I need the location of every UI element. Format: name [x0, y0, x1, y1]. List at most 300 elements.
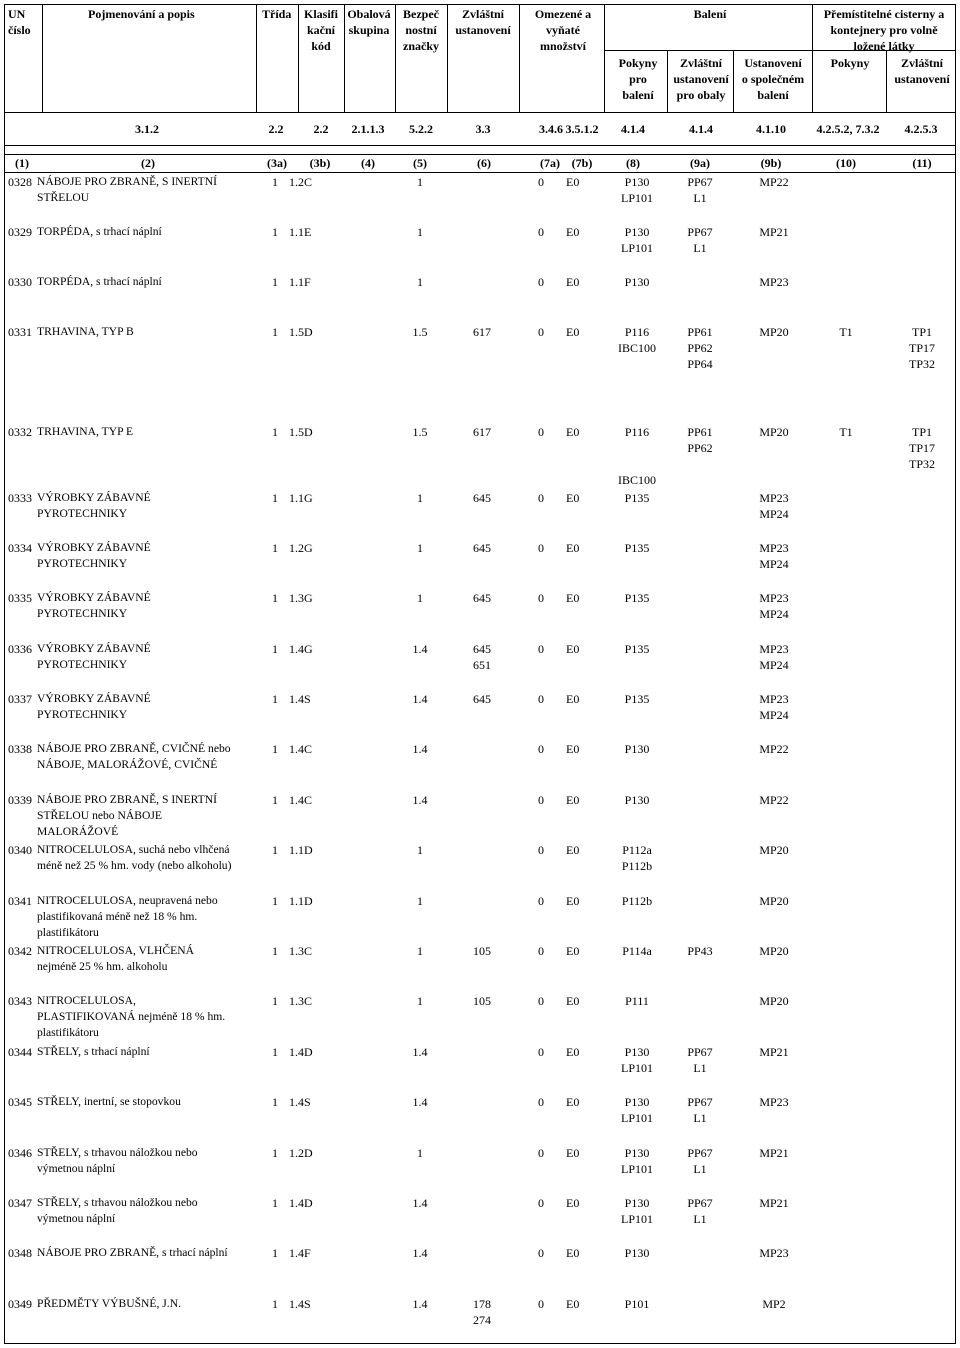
- classification-code: 1.4G: [289, 642, 313, 656]
- substance-name: VÝROBKY ZÁBAVNÉ PYROTECHNIKY: [37, 692, 151, 721]
- excepted-quantity: E0: [566, 491, 580, 505]
- table-row: [0, 893, 960, 941]
- table-row: [0, 224, 960, 272]
- rule-v7: [519, 4, 520, 112]
- labels-value: 1: [417, 225, 423, 239]
- un-number: 0334: [8, 541, 32, 555]
- rule-header-bottom: [4, 112, 956, 113]
- table-row: [0, 424, 960, 487]
- classification-code: 1.1E: [289, 225, 312, 239]
- mixed-packing: MP2: [762, 1297, 786, 1311]
- un-number: 0332: [8, 425, 32, 439]
- special-provision: 617: [473, 325, 491, 339]
- class-value: 1: [272, 175, 278, 189]
- mixed-packing: MP20: [759, 994, 789, 1008]
- limited-quantity: 0: [538, 541, 544, 555]
- un-number: 0335: [8, 591, 32, 605]
- packing-instruction: P130 LP101: [620, 225, 653, 255]
- class-value: 1: [272, 1146, 278, 1160]
- limited-quantity: 0: [538, 994, 544, 1008]
- excepted-quantity: E0: [566, 894, 580, 908]
- classification-code: 1.3C: [289, 944, 313, 958]
- column-id-cell: (5): [413, 156, 427, 170]
- table-row: [0, 1145, 960, 1193]
- class-value: 1: [272, 843, 278, 857]
- labels-value: 1.4: [412, 1095, 428, 1109]
- packing-instruction: P135: [624, 642, 650, 656]
- packing-instruction: P135: [624, 541, 650, 555]
- reference-cell: 4.2.5.3: [904, 122, 938, 136]
- labels-value: 1: [417, 591, 423, 605]
- reference-cell: 5.2.2: [409, 122, 433, 136]
- class-value: 1: [272, 742, 278, 756]
- substance-name: NÁBOJE PRO ZBRANĚ, s trhací náplní: [37, 1246, 228, 1259]
- table-row: [0, 540, 960, 588]
- header-labels: Bezpeč nostní značky: [403, 7, 439, 53]
- table-row: [0, 943, 960, 991]
- rule-v10: [733, 50, 734, 112]
- header-name: Pojmenování a popis: [88, 7, 195, 21]
- substance-name: VÝROBKY ZÁBAVNÉ PYROTECHNIKY: [37, 541, 151, 570]
- mixed-packing: MP23: [759, 275, 789, 289]
- column-id-cell: (1): [15, 156, 29, 170]
- packing-instruction: P112a P112b: [621, 843, 653, 873]
- column-id-cell: (7a): [540, 156, 560, 170]
- class-value: 1: [272, 425, 278, 439]
- labels-value: 1: [417, 994, 423, 1008]
- un-number: 0336: [8, 642, 32, 656]
- excepted-quantity: E0: [566, 425, 580, 439]
- substance-name: STŘELY, s trhací náplní: [37, 1045, 150, 1058]
- labels-value: 1.5: [412, 425, 428, 439]
- special-provision: 645: [473, 692, 491, 706]
- un-number: 0346: [8, 1146, 32, 1160]
- table-row: [0, 842, 960, 890]
- tank-instruction: T1: [839, 425, 853, 439]
- packing-special: PP67 L1: [687, 1095, 713, 1125]
- un-number: 0331: [8, 325, 32, 339]
- reference-cell: 2.1.1.3: [351, 122, 385, 136]
- excepted-quantity: E0: [566, 642, 580, 656]
- excepted-quantity: E0: [566, 1045, 580, 1059]
- class-value: 1: [272, 275, 278, 289]
- limited-quantity: 0: [538, 692, 544, 706]
- special-provision: 105: [473, 994, 491, 1008]
- limited-quantity: 0: [538, 742, 544, 756]
- un-number: 0342: [8, 944, 32, 958]
- mixed-packing: MP20: [759, 944, 789, 958]
- rule-v4: [344, 4, 345, 112]
- substance-name: NÁBOJE PRO ZBRANĚ, CVIČNÉ nebo NÁBOJE, MALORÁŽOVÉ, CVIČNÉ: [37, 742, 231, 771]
- un-number: 0333: [8, 491, 32, 505]
- excepted-quantity: E0: [566, 1246, 580, 1260]
- mixed-packing: MP21: [759, 1146, 789, 1160]
- labels-value: 1: [417, 541, 423, 555]
- class-value: 1: [272, 1246, 278, 1260]
- header-tank-instructions: Pokyny: [830, 56, 870, 70]
- un-number: 0347: [8, 1196, 32, 1210]
- class-value: 1: [272, 642, 278, 656]
- limited-quantity: 0: [538, 1297, 544, 1311]
- limited-quantity: 0: [538, 793, 544, 807]
- limited-quantity: 0: [538, 325, 544, 339]
- classification-code: 1.1G: [289, 491, 313, 505]
- special-provision: 645 651: [473, 642, 491, 672]
- packing-instruction: P130 LP101: [620, 175, 653, 205]
- class-value: 1: [272, 491, 278, 505]
- rule-refs-bottom: [4, 145, 956, 146]
- column-id-cell: (3b): [309, 156, 331, 170]
- class-value: 1: [272, 1095, 278, 1109]
- mixed-packing: MP20: [759, 843, 789, 857]
- excepted-quantity: E0: [566, 994, 580, 1008]
- excepted-quantity: E0: [566, 1146, 580, 1160]
- packing-special: PP61 PP62 PP64: [687, 325, 713, 371]
- labels-value: 1: [417, 843, 423, 857]
- table-row: [0, 274, 960, 322]
- excepted-quantity: E0: [566, 944, 580, 958]
- packing-instruction: P135: [624, 491, 650, 505]
- rule-colids-bottom: [4, 172, 956, 173]
- reference-cell: 4.1.4: [621, 122, 645, 136]
- table-row: [0, 174, 960, 222]
- limited-quantity: 0: [538, 175, 544, 189]
- tank-instruction: T1: [839, 325, 853, 339]
- un-number: 0329: [8, 225, 32, 239]
- classification-code: 1.1D: [289, 894, 313, 908]
- mixed-packing: MP20: [759, 894, 789, 908]
- excepted-quantity: E0: [566, 742, 580, 756]
- reference-cell: 2.2: [268, 122, 284, 136]
- reference-cell: 4.2.5.2, 7.3.2: [816, 122, 880, 136]
- un-number: 0337: [8, 692, 32, 706]
- column-id-cell: (4): [361, 156, 375, 170]
- mixed-packing: MP21: [759, 1045, 789, 1059]
- packing-instruction: P116 IBC100: [617, 325, 656, 355]
- labels-value: 1: [417, 275, 423, 289]
- un-number: 0348: [8, 1246, 32, 1260]
- un-number: 0328: [8, 175, 32, 189]
- labels-value: 1.4: [412, 642, 428, 656]
- un-number: 0345: [8, 1095, 32, 1109]
- mixed-packing: MP23 MP24: [759, 541, 789, 571]
- substance-name: VÝROBKY ZÁBAVNÉ PYROTECHNIKY: [37, 591, 151, 620]
- classification-code: 1.3G: [289, 591, 313, 605]
- tank-special: TP1 TP17 TP32: [908, 425, 935, 471]
- table-row: [0, 691, 960, 739]
- excepted-quantity: E0: [566, 225, 580, 239]
- excepted-quantity: E0: [566, 793, 580, 807]
- rule-v2: [256, 4, 257, 112]
- limited-quantity: 0: [538, 843, 544, 857]
- classification-code: 1.4C: [289, 793, 313, 807]
- mixed-packing: MP22: [759, 793, 789, 807]
- mixed-packing: MP20: [759, 425, 789, 439]
- class-value: 1: [272, 541, 278, 555]
- substance-name: VÝROBKY ZÁBAVNÉ PYROTECHNIKY: [37, 642, 151, 671]
- column-id-cell: (3a): [267, 156, 287, 170]
- packing-special: PP67 L1: [687, 1146, 713, 1176]
- reference-cell: 3.4.6: [539, 122, 563, 136]
- labels-value: 1.4: [412, 742, 428, 756]
- packing-instruction: P135: [624, 692, 650, 706]
- special-provision: 645: [473, 541, 491, 555]
- header-limited-quantities: Omezené a vyňaté množství: [534, 7, 592, 53]
- excepted-quantity: E0: [566, 1095, 580, 1109]
- rule-v6: [447, 4, 448, 112]
- substance-name: NITROCELULOSA, VLHČENÁ nejméně 25 % hm. alkoholu: [37, 944, 194, 973]
- excepted-quantity: E0: [566, 275, 580, 289]
- limited-quantity: 0: [538, 1196, 544, 1210]
- rule-v11: [812, 4, 813, 112]
- packing-instruction: P130: [624, 793, 650, 807]
- substance-name: STŘELY, s trhavou náložkou nebo výmetnou náplní: [37, 1146, 198, 1175]
- labels-value: 1.4: [412, 1246, 428, 1260]
- packing-special: PP67 L1: [687, 175, 713, 205]
- table-row: [0, 641, 960, 689]
- packing-instruction: P116 IBC100: [617, 425, 656, 487]
- header-packing: Balení: [693, 7, 727, 21]
- table-row: [0, 741, 960, 789]
- table-row: [0, 1044, 960, 1092]
- packing-special: PP67 L1: [687, 225, 713, 255]
- header-packing-special: Zvláštní ustanovení pro obaly: [673, 56, 729, 102]
- excepted-quantity: E0: [566, 541, 580, 555]
- class-value: 1: [272, 225, 278, 239]
- rule-v12: [886, 50, 887, 112]
- rule-v8: [604, 4, 605, 112]
- class-value: 1: [272, 1045, 278, 1059]
- excepted-quantity: E0: [566, 591, 580, 605]
- rule-packing-sub: [604, 50, 812, 51]
- substance-name: NITROCELULOSA, suchá nebo vlhčená méně než 25 % hm. vody (nebo alkoholu): [37, 843, 232, 872]
- table-row: [0, 1094, 960, 1142]
- reference-cell: 4.1.4: [689, 122, 713, 136]
- classification-code: 1.2C: [289, 175, 313, 189]
- classification-code: 1.1D: [289, 843, 313, 857]
- rule-v3: [298, 4, 299, 112]
- classification-code: 1.4D: [289, 1196, 313, 1210]
- table-row: [0, 993, 960, 1041]
- packing-instruction: P130 LP101: [620, 1146, 653, 1176]
- labels-value: 1.4: [412, 1045, 428, 1059]
- limited-quantity: 0: [538, 491, 544, 505]
- excepted-quantity: E0: [566, 843, 580, 857]
- table-row: [0, 792, 960, 840]
- excepted-quantity: E0: [566, 1196, 580, 1210]
- limited-quantity: 0: [538, 1146, 544, 1160]
- header-classification-code: Klasifi kační kód: [303, 7, 338, 53]
- header-tank-special: Zvláštní ustanovení: [894, 56, 950, 86]
- mixed-packing: MP21: [759, 225, 789, 239]
- substance-name: TRHAVINA, TYP E: [37, 425, 134, 438]
- mixed-packing: MP21: [759, 1196, 789, 1210]
- mixed-packing: MP22: [759, 742, 789, 756]
- labels-value: 1.5: [412, 325, 428, 339]
- header-packing-instructions: Pokyny pro balení: [618, 56, 658, 102]
- un-number: 0338: [8, 742, 32, 756]
- class-value: 1: [272, 1297, 278, 1311]
- class-value: 1: [272, 793, 278, 807]
- reference-cell: 4.1.10: [756, 122, 786, 136]
- labels-value: 1: [417, 944, 423, 958]
- classification-code: 1.4S: [289, 1095, 311, 1109]
- rule-v9: [667, 50, 668, 112]
- column-id-cell: (11): [912, 156, 932, 170]
- substance-name: TORPÉDA, s trhací náplní: [37, 275, 162, 288]
- limited-quantity: 0: [538, 1095, 544, 1109]
- table-row: [0, 324, 960, 372]
- mixed-packing: MP23: [759, 1246, 789, 1260]
- table-row: [0, 590, 960, 638]
- un-number: 0341: [8, 894, 32, 908]
- un-number: 0330: [8, 275, 32, 289]
- un-number: 0344: [8, 1045, 32, 1059]
- substance-name: TRHAVINA, TYP B: [37, 325, 134, 338]
- column-id-cell: (9a): [690, 156, 710, 170]
- packing-instruction: P114a: [622, 944, 652, 958]
- un-number: 0339: [8, 793, 32, 807]
- rule-tanks-sub: [812, 50, 956, 51]
- reference-cell: 3.1.2: [135, 122, 159, 136]
- mixed-packing: MP23 MP24: [759, 692, 789, 722]
- labels-value: 1: [417, 491, 423, 505]
- rule-v1: [42, 4, 43, 112]
- packing-instruction: P101: [624, 1297, 650, 1311]
- mixed-packing: MP20: [759, 325, 789, 339]
- packing-instruction: P130 LP101: [620, 1095, 653, 1125]
- un-number: 0343: [8, 994, 32, 1008]
- header-packing-group: Obalová skupina: [347, 7, 391, 37]
- labels-value: 1: [417, 894, 423, 908]
- class-value: 1: [272, 1196, 278, 1210]
- header-mixed-packing: Ustanovení o společném balení: [741, 56, 805, 102]
- table-row: [0, 1195, 960, 1243]
- excepted-quantity: E0: [566, 175, 580, 189]
- rule-v5: [395, 4, 396, 112]
- labels-value: 1: [417, 175, 423, 189]
- class-value: 1: [272, 325, 278, 339]
- classification-code: 1.4S: [289, 1297, 311, 1311]
- limited-quantity: 0: [538, 1045, 544, 1059]
- substance-name: NÁBOJE PRO ZBRANĚ, S INERTNÍ STŘELOU nebo NÁBOJE MALORÁŽOVÉ: [37, 793, 217, 838]
- class-value: 1: [272, 994, 278, 1008]
- packing-special: PP43: [687, 944, 713, 958]
- classification-code: 1.1F: [289, 275, 311, 289]
- packing-special: PP67 L1: [687, 1045, 713, 1075]
- mixed-packing: MP23 MP24: [759, 491, 789, 521]
- mixed-packing: MP23 MP24: [759, 642, 789, 672]
- table-row: [0, 490, 960, 538]
- header-portable-tanks: Přemístitelné cisterny a kontejnery pro volně ložené látky: [823, 7, 945, 53]
- special-provision: 645: [473, 591, 491, 605]
- limited-quantity: 0: [538, 642, 544, 656]
- tank-special: TP1 TP17 TP32: [908, 325, 935, 371]
- packing-instruction: P130 LP101: [620, 1045, 653, 1075]
- reference-cell: 3.5.1.2: [565, 122, 599, 136]
- labels-value: 1.4: [412, 1196, 428, 1210]
- packing-special: PP61 PP62: [687, 425, 713, 455]
- table-row: [0, 1296, 960, 1344]
- column-id-cell: (9b): [760, 156, 782, 170]
- substance-name: STŘELY, inertní, se stopovkou: [37, 1095, 181, 1108]
- special-provision: 105: [473, 944, 491, 958]
- limited-quantity: 0: [538, 894, 544, 908]
- packing-instruction: P111: [625, 994, 649, 1008]
- packing-instruction: P130 LP101: [620, 1196, 653, 1226]
- labels-value: 1.4: [412, 793, 428, 807]
- table-row: [0, 1245, 960, 1293]
- column-id-cell: (2): [141, 156, 155, 170]
- classification-code: 1.2D: [289, 1146, 313, 1160]
- packing-instruction: P130: [624, 275, 650, 289]
- mixed-packing: MP22: [759, 175, 789, 189]
- substance-name: NÁBOJE PRO ZBRANĚ, S INERTNÍ STŘELOU: [37, 175, 217, 204]
- packing-instruction: P130: [624, 742, 650, 756]
- limited-quantity: 0: [538, 425, 544, 439]
- limited-quantity: 0: [538, 275, 544, 289]
- reference-cell: 2.2: [313, 122, 329, 136]
- un-number: 0340: [8, 843, 32, 857]
- classification-code: 1.5D: [289, 325, 313, 339]
- column-id-cell: (7b): [571, 156, 593, 170]
- packing-instruction: P130: [624, 1246, 650, 1260]
- column-id-cell: (8): [626, 156, 640, 170]
- substance-name: TORPÉDA, s trhací náplní: [37, 225, 162, 238]
- classification-code: 1.4S: [289, 692, 311, 706]
- mixed-packing: MP23 MP24: [759, 591, 789, 621]
- class-value: 1: [272, 944, 278, 958]
- un-number: 0349: [8, 1297, 32, 1311]
- column-id-cell: (10): [836, 156, 856, 170]
- rule-colids-top: [4, 154, 956, 155]
- excepted-quantity: E0: [566, 1297, 580, 1311]
- substance-name: NITROCELULOSA, PLASTIFIKOVANÁ nejméně 18 % hm. plastifikátoru: [37, 994, 226, 1039]
- class-value: 1: [272, 591, 278, 605]
- packing-special: PP67 L1: [687, 1196, 713, 1226]
- class-value: 1: [272, 692, 278, 706]
- header-class: Třída: [262, 7, 292, 21]
- classification-code: 1.4D: [289, 1045, 313, 1059]
- substance-name: VÝROBKY ZÁBAVNÉ PYROTECHNIKY: [37, 491, 151, 520]
- labels-value: 1.4: [412, 692, 428, 706]
- special-provision: 617: [473, 425, 491, 439]
- substance-name: NITROCELULOSA, neupravená nebo plastifikovaná méně než 18 % hm. plastifikátoru: [37, 894, 218, 939]
- limited-quantity: 0: [538, 225, 544, 239]
- classification-code: 1.4F: [289, 1246, 311, 1260]
- labels-value: 1: [417, 1146, 423, 1160]
- limited-quantity: 0: [538, 591, 544, 605]
- classification-code: 1.4C: [289, 742, 313, 756]
- header-un-number: UN číslo: [8, 7, 31, 37]
- substance-name: STŘELY, s trhavou náložkou nebo výmetnou náplní: [37, 1196, 198, 1225]
- classification-code: 1.2G: [289, 541, 313, 555]
- excepted-quantity: E0: [566, 692, 580, 706]
- reference-cell: 3.3: [475, 122, 491, 136]
- column-id-cell: (6): [477, 156, 491, 170]
- special-provision: 645: [473, 491, 491, 505]
- header-special-provisions: Zvláštní ustanovení: [455, 7, 511, 37]
- labels-value: 1.4: [412, 1297, 428, 1311]
- excepted-quantity: E0: [566, 325, 580, 339]
- substance-name: PŘEDMĚTY VÝBUŠNÉ, J.N.: [37, 1297, 181, 1310]
- class-value: 1: [272, 894, 278, 908]
- special-provision: 178 274: [473, 1297, 491, 1327]
- limited-quantity: 0: [538, 1246, 544, 1260]
- limited-quantity: 0: [538, 944, 544, 958]
- mixed-packing: MP23: [759, 1095, 789, 1109]
- classification-code: 1.3C: [289, 994, 313, 1008]
